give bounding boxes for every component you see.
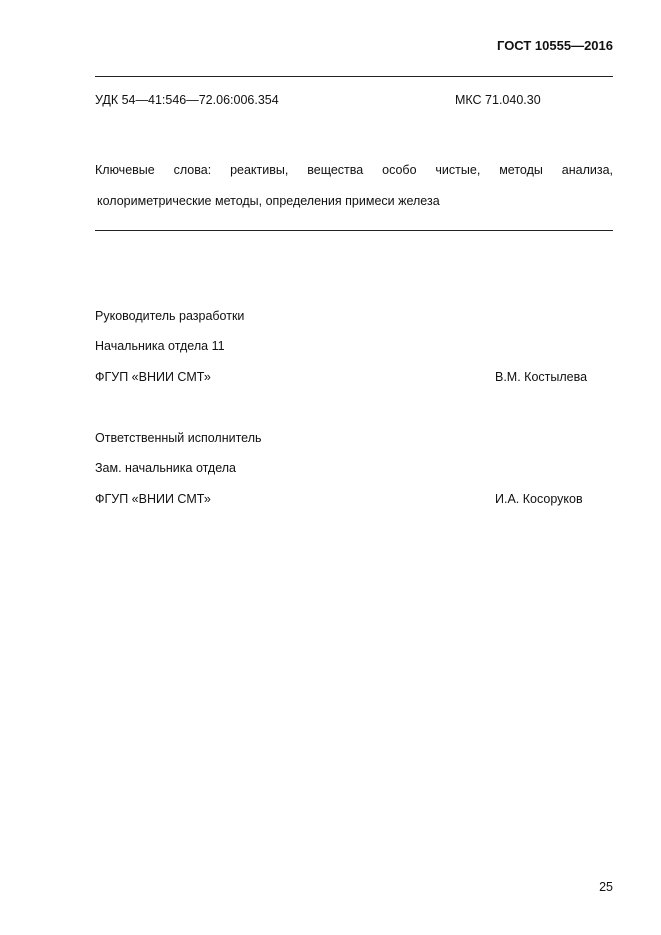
executor-name: И.А. Косоруков bbox=[495, 492, 583, 506]
head-signature-row bbox=[95, 370, 613, 385]
head-role bbox=[95, 309, 613, 324]
bottom-divider bbox=[95, 230, 613, 231]
executor-position-text: Зам. начальника отдела bbox=[95, 461, 237, 475]
executor-position bbox=[95, 461, 613, 476]
executor-organization: ФГУП «ВНИИ СМТ» bbox=[95, 492, 211, 506]
mks-code: МКС 71.040.30 bbox=[455, 93, 541, 107]
keywords-line-1: Ключевые слова: реактивы, вещества особо чистые, методы анализа, bbox=[95, 163, 613, 177]
head-role-text: Руководитель разработки bbox=[95, 309, 245, 323]
executor-role bbox=[95, 431, 613, 446]
top-divider bbox=[95, 76, 613, 77]
udk-code: УДК 54—41:546—72.06:006.354 bbox=[95, 93, 279, 107]
standard-designation: ГОСТ 10555—2016 bbox=[497, 38, 613, 53]
keywords-line-2: колориметрические методы, определения примеси железа bbox=[97, 194, 440, 208]
executor-signature-row bbox=[95, 492, 613, 507]
head-position bbox=[95, 339, 613, 354]
head-organization: ФГУП «ВНИИ СМТ» bbox=[95, 370, 211, 384]
head-name: В.М. Костылева bbox=[495, 370, 588, 384]
executor-role-text: Ответственный исполнитель bbox=[95, 431, 262, 445]
page-number: 25 bbox=[599, 880, 613, 894]
head-position-text: Начальника отдела 11 bbox=[95, 339, 225, 353]
keywords-block bbox=[95, 155, 613, 217]
